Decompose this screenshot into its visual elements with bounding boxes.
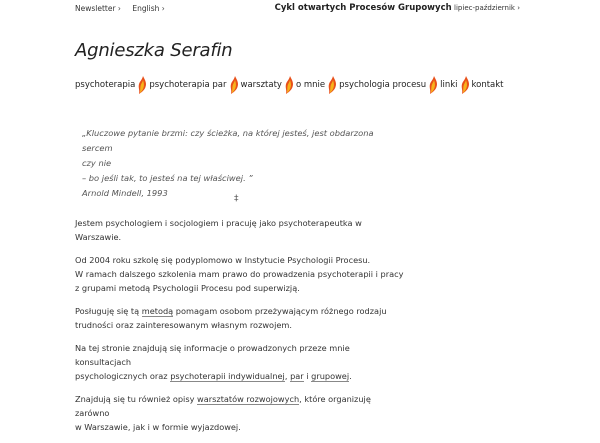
paragraph-method bbox=[75, 304, 405, 332]
quote-line: „Kluczowe pytanie brzmi: czy ścieżka, na której jesteś, jest obdarzona sercem bbox=[82, 128, 374, 153]
text: . bbox=[349, 371, 352, 381]
promo-link[interactable] bbox=[275, 3, 520, 13]
nav-item-psychoterapia[interactable]: psychoterapia bbox=[75, 80, 136, 90]
language-link[interactable]: English › bbox=[132, 4, 165, 13]
newsletter-link[interactable]: Newsletter › bbox=[75, 4, 121, 13]
paragraph-intro bbox=[75, 216, 405, 244]
text: pomagam osobom przeżywającym różnego rodzaju bbox=[173, 306, 387, 316]
text: , bbox=[284, 371, 291, 381]
main-nav bbox=[75, 76, 504, 94]
flame-icon bbox=[460, 76, 470, 94]
individual-therapy-link[interactable]: psychoterapii indywidualnej bbox=[170, 371, 285, 381]
workshops-link[interactable]: warsztatów rozwojowych bbox=[197, 394, 300, 404]
text: i bbox=[303, 371, 312, 381]
site-title[interactable]: Agnieszka Serafin bbox=[75, 40, 233, 61]
main-content bbox=[75, 216, 405, 443]
paragraph-info bbox=[75, 341, 405, 383]
nav-item-psychoterapia-par[interactable]: psychoterapia par bbox=[149, 80, 227, 90]
flame-icon bbox=[327, 76, 337, 94]
paragraph-training bbox=[75, 253, 405, 295]
flame-icon bbox=[229, 76, 239, 94]
text: Znajdują się tu również opisy bbox=[75, 394, 198, 404]
method-link[interactable]: metodą bbox=[141, 306, 174, 316]
flame-icon bbox=[137, 76, 147, 94]
nav-item-psychologia-procesu[interactable]: psychologia procesu bbox=[339, 80, 427, 90]
dagger-ornament: ‡ bbox=[234, 194, 239, 204]
text: trudności oraz zainteresowanym własnym rozwojem. bbox=[75, 320, 292, 330]
top-bar bbox=[75, 3, 520, 17]
couples-therapy-link[interactable]: par bbox=[290, 371, 304, 381]
quote-line: czy nie bbox=[82, 158, 112, 168]
text: Na tej stronie znajdują się informacje o prowadzonych przeze mnie konsultacjach bbox=[75, 343, 350, 367]
text: Posługuję się tą bbox=[75, 306, 142, 316]
text: Jestem psychologiem i socjologiem i pracuję jako psychoterapeutka w Warszawie. bbox=[75, 218, 362, 242]
paragraph-workshops bbox=[75, 392, 405, 434]
text: w Warszawie, jak i w formie wyjazdowej. bbox=[75, 422, 241, 432]
text: W ramach dalszego szkolenia mam prawo do prowadzenia psychoterapii i pracy bbox=[75, 269, 404, 279]
text: z grupami metodą Psychologii Procesu pod superwizją. bbox=[75, 283, 300, 293]
nav-item-o-mnie[interactable]: o mnie bbox=[295, 80, 326, 90]
group-therapy-link[interactable]: grupowej bbox=[311, 371, 350, 381]
promo-dates[interactable]: lipiec-październik › bbox=[454, 4, 520, 12]
nav-item-linki[interactable]: linki bbox=[440, 80, 458, 90]
text: , które organizuję zarówno bbox=[75, 394, 371, 418]
quote-line: – bo jeśli tak, to jesteś na tej właściwej. ” bbox=[82, 173, 253, 183]
text: Od 2004 roku szkolę się podyplomowo w Instytucie Psychologii Procesu. bbox=[75, 255, 371, 265]
quote-author: Arnold Mindell, 1993 bbox=[82, 188, 168, 198]
flame-icon bbox=[284, 76, 294, 94]
text: psychologicznych oraz bbox=[75, 371, 171, 381]
nav-item-warsztaty[interactable]: warsztaty bbox=[240, 80, 282, 90]
flame-icon bbox=[428, 76, 438, 94]
motto-quote bbox=[82, 126, 402, 201]
nav-item-kontakt[interactable]: kontakt bbox=[471, 80, 504, 90]
promo-title[interactable]: Cykl otwartych Procesów Grupowych bbox=[274, 3, 452, 13]
